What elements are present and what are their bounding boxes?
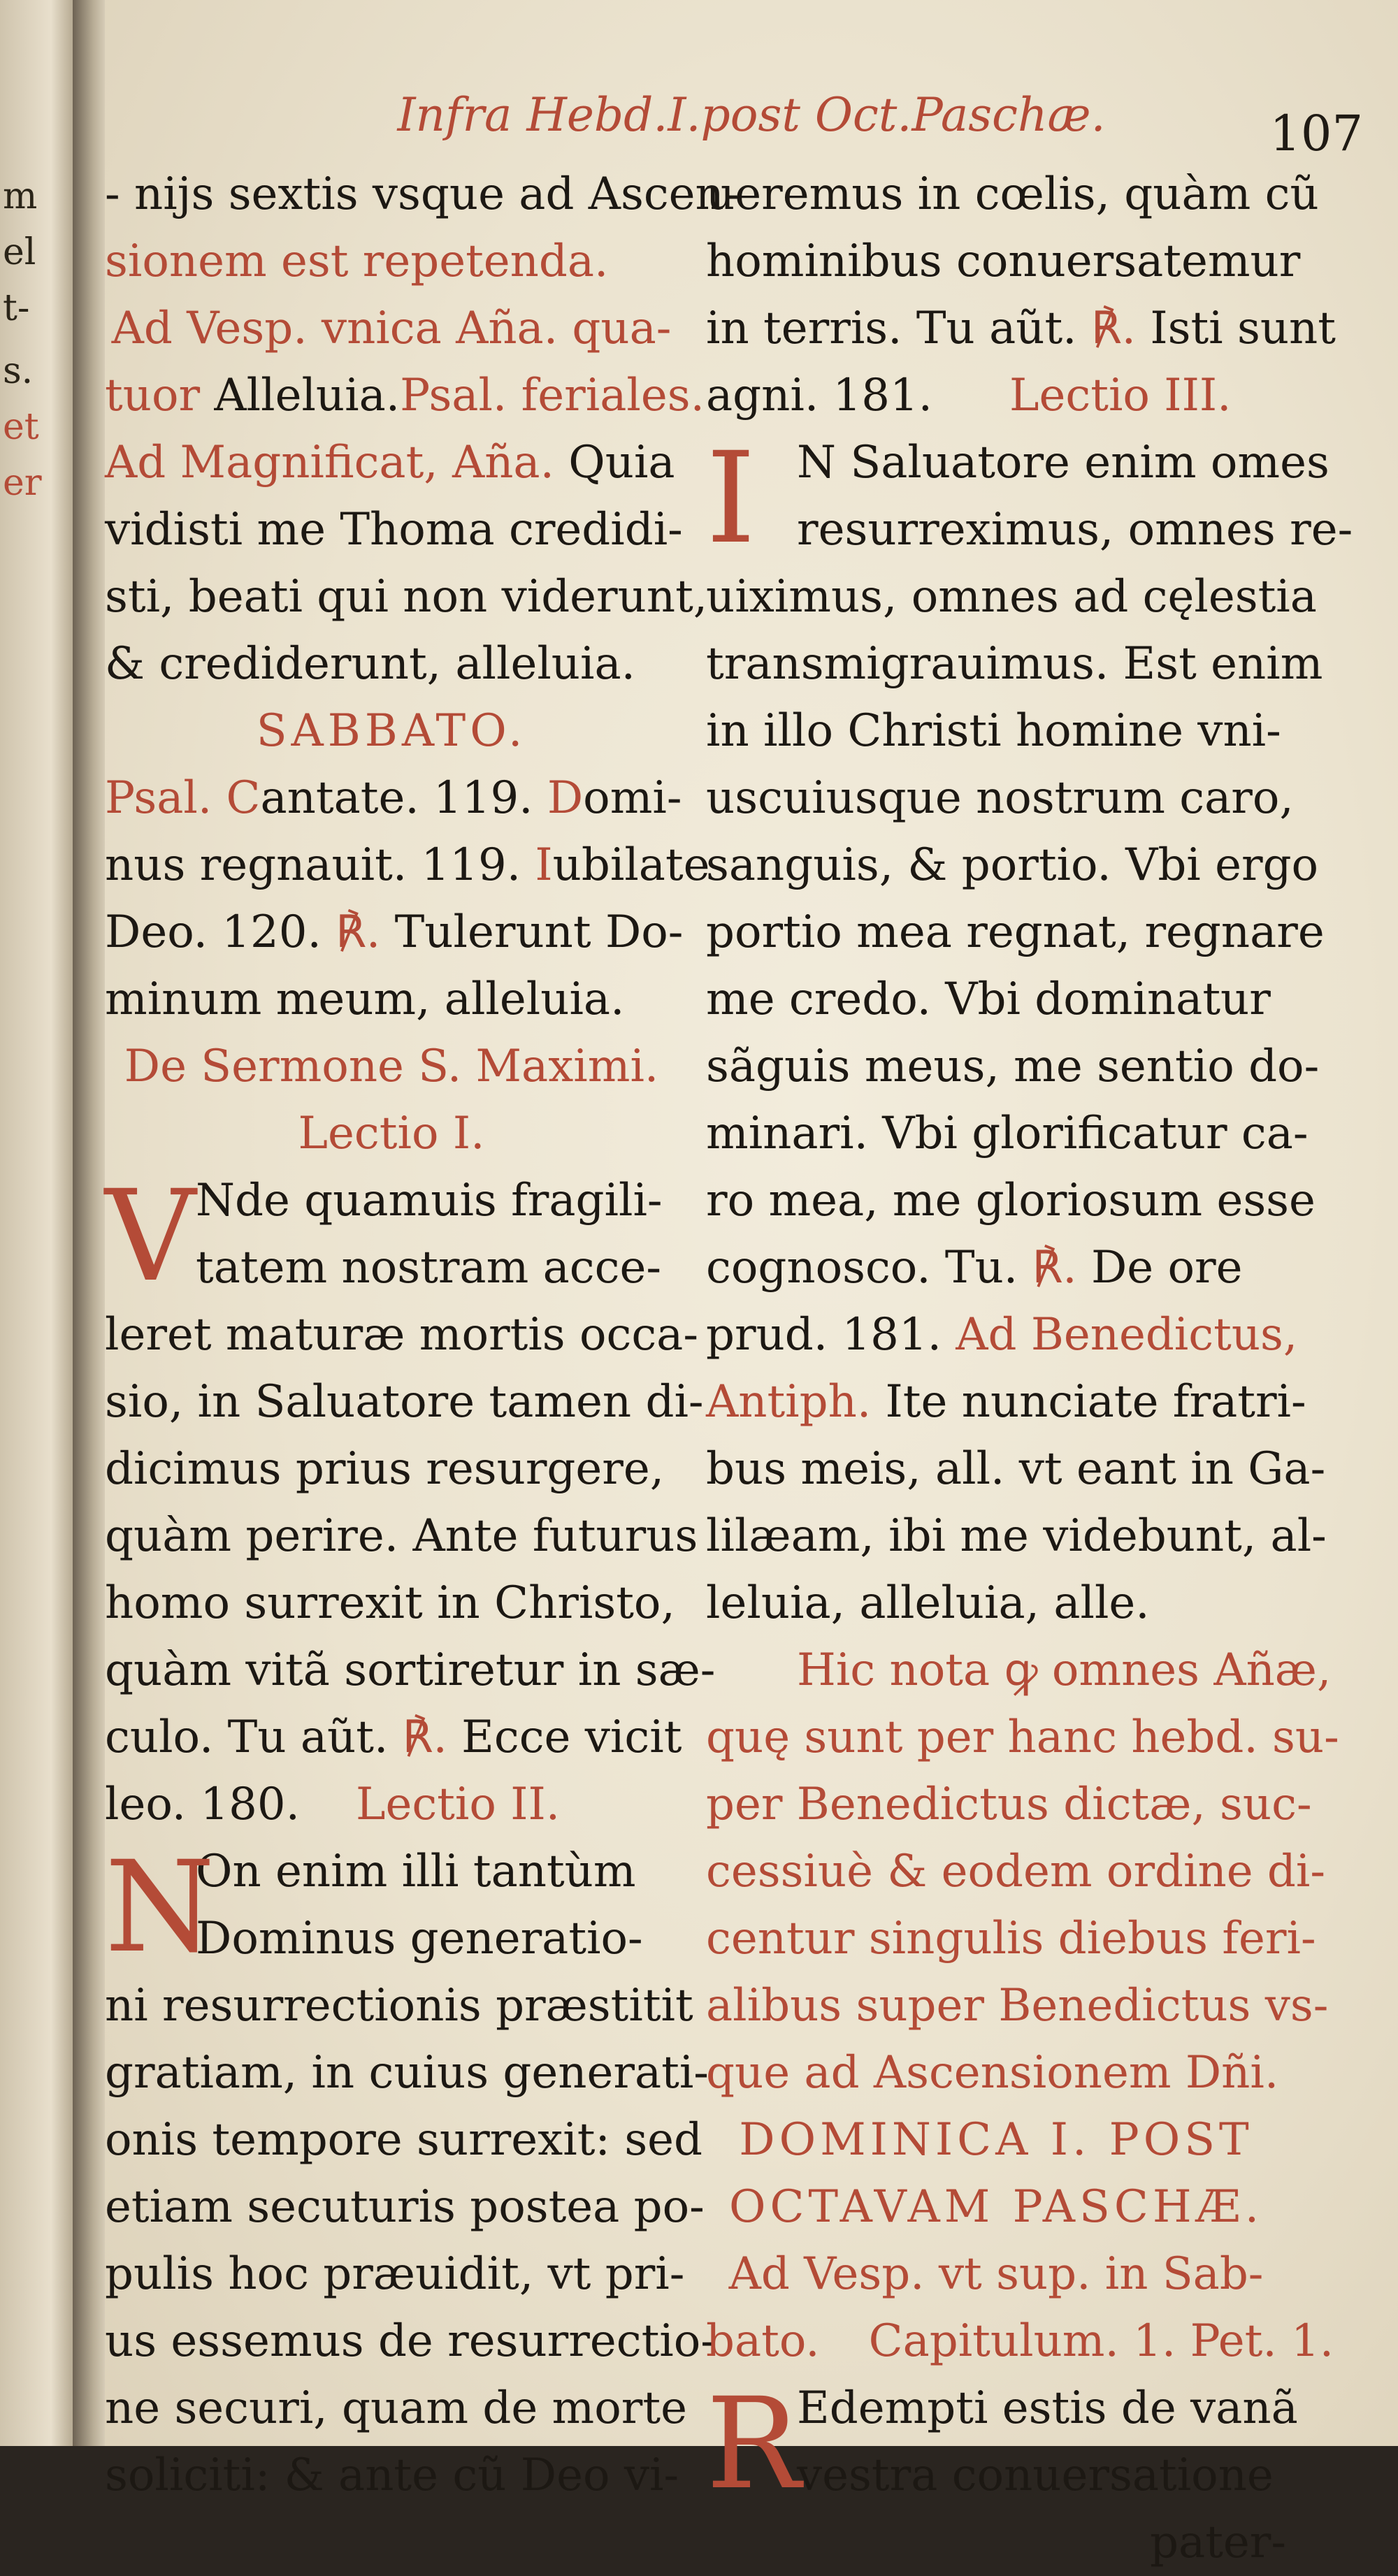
text-span: cognosco. Tu. — [706, 1242, 1032, 1294]
margin-fragment: er — [3, 462, 42, 504]
margin-fragment: s. — [3, 350, 34, 392]
text-line — [706, 295, 1336, 362]
text-line: Dominus generatio- — [196, 1913, 643, 1964]
running-title: Infra Hebd.I.post Oct.Paschæ. — [397, 88, 1106, 142]
text-line: leret maturæ mortis occa- — [105, 1309, 698, 1361]
section-heading-dominica: DOMINICA I. POST — [739, 2114, 1253, 2166]
text-span: antate. 119. — [260, 772, 547, 824]
right-column — [706, 161, 1353, 2568]
rubric-line: cessiuè & eodem ordine di- — [706, 1846, 1325, 1897]
text-line: resurreximus, omnes re- — [797, 504, 1353, 556]
text-span: Deo. 120. — [105, 906, 336, 958]
adjacent-page-edge — [0, 0, 73, 2446]
page-number: 107 — [1269, 105, 1363, 162]
text-span: Ecce vicit — [447, 1712, 682, 1763]
text-line: ni resurrectionis præstitit — [105, 1980, 693, 2032]
margin-fragment: t- — [3, 287, 30, 329]
lectio-heading: Lectio II. — [355, 1779, 561, 1830]
text-line: sio, in Saluatore tamen di- — [105, 1376, 704, 1428]
text-span: culo. Tu aũt. — [105, 1712, 403, 1763]
text-line: quàm vitã sortiretur in sæ- — [105, 1644, 716, 1696]
text-span: De ore — [1076, 1242, 1243, 1294]
rubric-span: tuor — [105, 370, 201, 421]
capitulum-paragraph — [706, 2371, 1298, 2517]
text-line: uiximus, omnes ad cęlestia — [706, 571, 1317, 623]
rubric-line — [706, 2308, 1334, 2375]
rubric-span: I — [535, 839, 553, 891]
text-span: ubilate — [552, 839, 710, 891]
book-gutter — [73, 0, 108, 2446]
text-span: agni. 181. — [706, 370, 932, 421]
text-span: in terris. Tu aũt. — [706, 303, 1091, 354]
text-line — [105, 1771, 678, 1838]
text-line: quàm perire. Ante futurus — [105, 1510, 698, 1562]
text-line: - nijs sextis vsque ad Ascen- — [105, 168, 740, 220]
text-line — [105, 765, 682, 832]
text-line: Nde quamuis fragili- — [196, 1175, 663, 1227]
text-line: homo surrexit in Christo, — [105, 1577, 675, 1629]
text-line — [706, 1234, 1286, 1301]
text-span: Tulerunt Do- — [380, 906, 684, 958]
lectio-heading: Lectio III. — [1009, 370, 1232, 421]
text-line — [105, 899, 684, 966]
text-line — [706, 1301, 1298, 1368]
text-line: transmigrauimus. Est enim — [706, 638, 1323, 690]
text-span: Alleluia. — [200, 370, 401, 421]
rubric-span: D — [547, 772, 584, 824]
rubric-line: quę sunt per hanc hebd. su- — [706, 1712, 1339, 1763]
text-line: On enim illi tantùm — [196, 1846, 636, 1897]
response-symbol: ℟. — [1032, 1242, 1077, 1294]
text-line: portio mea regnat, regnare — [706, 906, 1325, 958]
drop-cap-initial: N — [105, 1835, 215, 1981]
text-span: leo. 180. — [105, 1779, 300, 1830]
text-line — [105, 1704, 682, 1771]
text-line: minum meum, alleluia. — [105, 974, 625, 1025]
text-line: in illo Christi homine vni- — [706, 705, 1281, 757]
catchword: pater- — [1150, 2517, 1286, 2568]
response-symbol: ℟. — [336, 906, 381, 958]
text-line: minari. Vbi glorificatur ca- — [706, 1108, 1309, 1159]
text-line: pulis hoc præuidit, vt pri- — [105, 2248, 685, 2300]
margin-fragment: et — [3, 406, 39, 448]
rubric-note — [706, 1637, 1339, 2106]
section-heading-sabbato: SABBATO. — [256, 705, 527, 757]
text-line: & crediderunt, alleluia. — [105, 638, 635, 690]
text-line: soliciti: & ante cũ Deo vi- — [105, 2450, 679, 2501]
text-line: bus meis, all. vt eant in Ga- — [706, 1443, 1326, 1495]
rubric-line: que ad Ascensionem Dñi. — [706, 2047, 1279, 2099]
drop-cap-initial: I — [706, 426, 756, 572]
text-line: onis tempore surrexit: sed — [105, 2114, 702, 2166]
response-symbol: ℟. — [1090, 303, 1136, 354]
rubric-span: Psal. C — [105, 772, 261, 824]
rubric-line: Ad Vesp. vt sup. in Sab- — [728, 2248, 1264, 2300]
book-page — [105, 0, 1398, 2568]
response-symbol: ℟. — [402, 1712, 447, 1763]
rubric-line: per Benedictus dictæ, suc- — [706, 1779, 1312, 1830]
text-line: etiam secuturis postea po- — [105, 2181, 705, 2233]
text-line: Edempti estis de vanã — [797, 2382, 1298, 2434]
rubric-line: Ad Vesp. vnica Aña. qua- — [111, 303, 672, 354]
rubric-span: Ad Magnificat, Aña. — [105, 437, 554, 489]
text-line: dicimus prius resurgere, — [105, 1443, 665, 1495]
text-line — [706, 1368, 1306, 1435]
rubric-line: centur singulis diebus feri- — [706, 1913, 1316, 1964]
text-line: me credo. Vbi dominatur — [706, 974, 1271, 1025]
text-line: lilæam, ibi me videbunt, al- — [706, 1510, 1327, 1562]
text-span: Ite nunciate fratri- — [871, 1376, 1306, 1428]
text-line — [105, 429, 678, 496]
rubric-span: Ad Benedictus, — [956, 1309, 1298, 1361]
rubric-line: sionem est repetenda. — [105, 236, 609, 287]
text-line: leluia, alleluia, alle. — [706, 1577, 1150, 1629]
lectio-1-paragraph — [105, 1164, 716, 1838]
text-span: prud. 181. — [706, 1309, 956, 1361]
drop-cap-initial: V — [105, 1164, 196, 1310]
rubric-span: Antiph. — [706, 1376, 872, 1428]
left-column — [105, 161, 740, 2501]
section-subheading: OCTAVAM PASCHÆ. — [728, 2181, 1264, 2233]
text-span: Quia — [554, 437, 675, 489]
rubric-line: Hic nota ꝙ omnes Añæ, — [797, 1644, 1332, 1696]
rubric-span: bato. — [706, 2315, 820, 2367]
text-span: nus regnauit. 119. — [105, 839, 535, 891]
text-line: ne securi, quam de morte — [105, 2382, 687, 2434]
text-line: sanguis, & portio. Vbi ergo — [706, 839, 1319, 891]
rubric-span: Psal. feriales. — [400, 370, 705, 421]
text-line: vidisti me Thoma credidi- — [105, 504, 683, 556]
text-line: gratiam, in cuius generati- — [105, 2047, 709, 2099]
text-line: sãguis meus, me sentio do- — [706, 1041, 1320, 1092]
text-line: ro mea, me gloriosum esse — [706, 1175, 1316, 1227]
sermon-heading: De Sermone S. Maximi. — [124, 1041, 659, 1092]
lectio-2-paragraph — [105, 1835, 716, 2509]
lectio-heading: Lectio I. — [298, 1108, 485, 1159]
margin-fragment: el — [3, 231, 36, 273]
capitulum-heading: Capitulum. 1. Pet. 1. — [868, 2315, 1334, 2367]
lectio-3-paragraph — [706, 426, 1353, 1637]
text-line: uscuiusque nostrum caro, — [706, 772, 1294, 824]
text-line — [105, 832, 710, 899]
text-line — [105, 362, 705, 429]
rubric-line: alibus super Benedictus vs- — [706, 1980, 1329, 2032]
text-line: hominibus conuersatemur — [706, 236, 1301, 287]
text-span: Isti sunt — [1135, 303, 1336, 354]
margin-fragment: m — [3, 175, 38, 217]
text-span: omi- — [583, 772, 682, 824]
text-line: ueremus in cœlis, quàm cũ — [706, 168, 1319, 220]
text-line: us essemus de resurrectio- — [105, 2315, 716, 2367]
text-line: sti, beati qui non viderunt, — [105, 571, 708, 623]
text-line: vestra conuersatione — [797, 2450, 1274, 2501]
text-line — [706, 362, 1286, 429]
drop-cap-initial: R — [706, 2371, 801, 2517]
text-line: N Saluatore enim omes — [797, 437, 1329, 489]
text-line: tatem nostram acce- — [196, 1242, 661, 1294]
